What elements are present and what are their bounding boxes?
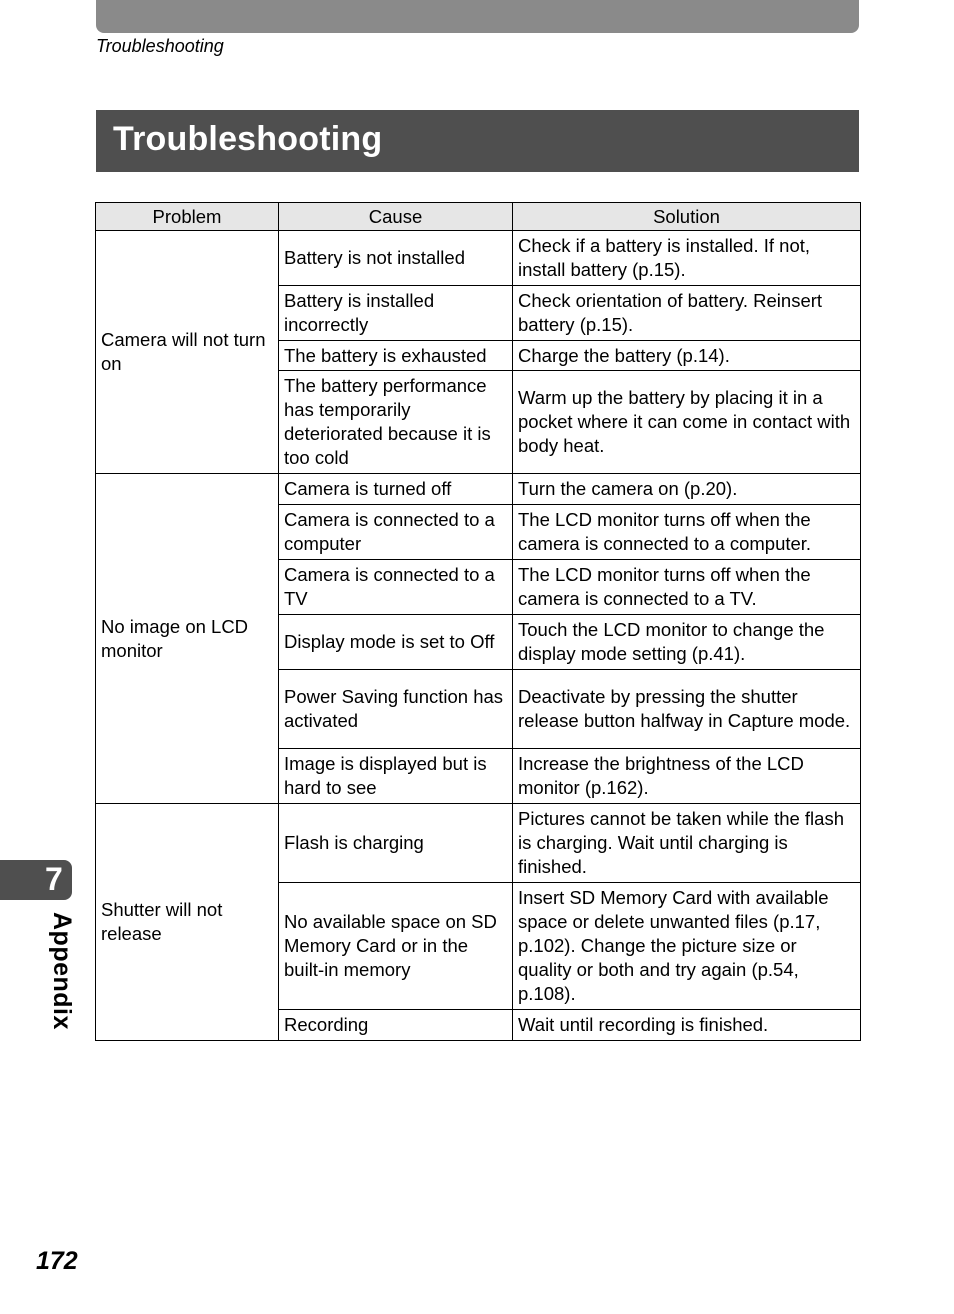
solution-cell: The LCD monitor turns off when the camera is connected to a computer. bbox=[513, 505, 861, 560]
solution-cell: Warm up the battery by placing it in a pocket where it can come in contact with body heat. bbox=[513, 371, 861, 474]
table-row bbox=[96, 804, 861, 883]
cause-cell: No available space on SD Memory Card or in the built-in memory bbox=[279, 883, 513, 1010]
cause-cell: The battery is exhausted bbox=[279, 341, 513, 371]
table-row bbox=[96, 474, 861, 505]
solution-cell: Deactivate by pressing the shutter release button halfway in Capture mode. bbox=[513, 670, 861, 749]
cause-cell: Display mode is set to Off bbox=[279, 615, 513, 670]
table-header-row bbox=[96, 203, 861, 231]
solution-cell: Turn the camera on (p.20). bbox=[513, 474, 861, 505]
header-cause: Cause bbox=[279, 203, 513, 231]
cause-cell: Camera is connected to a computer bbox=[279, 505, 513, 560]
chapter-tab bbox=[0, 860, 72, 900]
cause-cell: Battery is not installed bbox=[279, 231, 513, 286]
header-problem: Problem bbox=[96, 203, 279, 231]
solution-cell: Insert SD Memory Card with available space or delete unwanted files (p.17, p.102). Change the picture size or quality or both and try again (p.54, p.108). bbox=[513, 883, 861, 1010]
solution-cell: Increase the brightness of the LCD monitor (p.162). bbox=[513, 749, 861, 804]
troubleshooting-table bbox=[95, 202, 861, 1041]
solution-cell: Check orientation of battery. Reinsert battery (p.15). bbox=[513, 286, 861, 341]
problem-cell: No image on LCD monitor bbox=[96, 474, 279, 804]
cause-cell: Camera is turned off bbox=[279, 474, 513, 505]
top-decorative-bar bbox=[96, 0, 859, 33]
cause-cell: Image is displayed but is hard to see bbox=[279, 749, 513, 804]
cause-cell: Recording bbox=[279, 1010, 513, 1041]
section-title: Troubleshooting bbox=[113, 120, 383, 158]
table-row bbox=[96, 231, 861, 286]
section-banner bbox=[96, 110, 859, 172]
solution-cell: Wait until recording is finished. bbox=[513, 1010, 861, 1041]
solution-cell: Pictures cannot be taken while the flash is charging. Wait until charging is finished. bbox=[513, 804, 861, 883]
problem-cell: Shutter will not release bbox=[96, 804, 279, 1041]
problem-cell: Camera will not turn on bbox=[96, 231, 279, 474]
solution-cell: The LCD monitor turns off when the camera is connected to a TV. bbox=[513, 560, 861, 615]
cause-cell: Power Saving function has activated bbox=[279, 670, 513, 749]
chapter-title: Appendix bbox=[48, 912, 76, 1030]
chapter-title-wrap bbox=[36, 912, 76, 1032]
cause-cell: Camera is connected to a TV bbox=[279, 560, 513, 615]
running-header: Troubleshooting bbox=[96, 36, 224, 56]
cause-cell: Battery is installed incorrectly bbox=[279, 286, 513, 341]
page-number: 172 bbox=[36, 1247, 78, 1275]
solution-cell: Charge the battery (p.14). bbox=[513, 341, 861, 371]
solution-cell: Check if a battery is installed. If not, install battery (p.15). bbox=[513, 231, 861, 286]
header-solution: Solution bbox=[513, 203, 861, 231]
cause-cell: Flash is charging bbox=[279, 804, 513, 883]
solution-cell: Touch the LCD monitor to change the display mode setting (p.41). bbox=[513, 615, 861, 670]
chapter-number: 7 bbox=[45, 861, 63, 897]
cause-cell: The battery performance has temporarily deteriorated because it is too cold bbox=[279, 371, 513, 474]
